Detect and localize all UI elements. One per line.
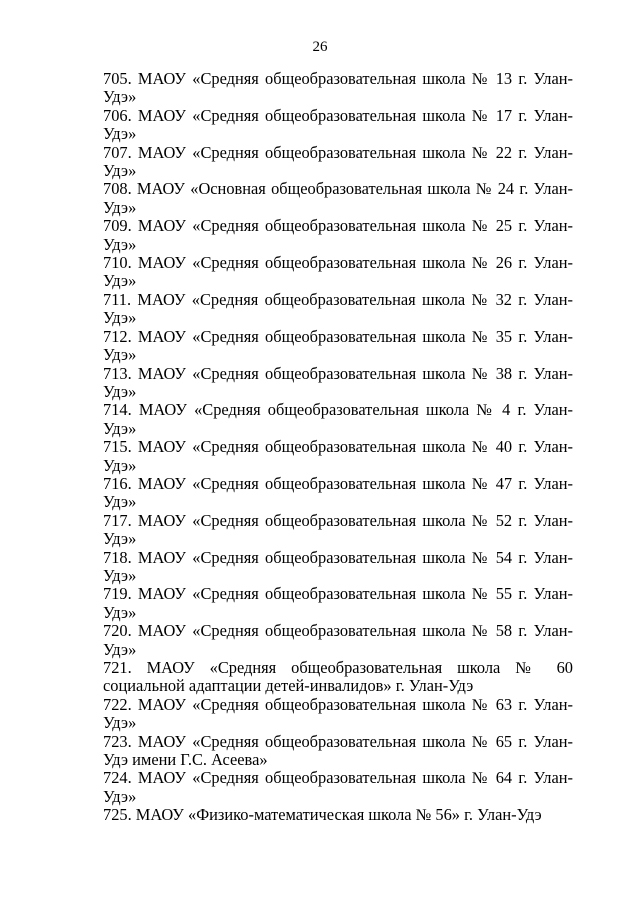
list-item-text: 705. МАОУ «Средняя общеобразовательная школа № 13 г. Улан-Удэ» — [103, 69, 573, 107]
list-item-text: 713. МАОУ «Средняя общеобразовательная школа № 38 г. Улан-Удэ» — [103, 363, 573, 401]
list-item — [103, 328, 573, 365]
list-item — [103, 438, 573, 475]
list-item — [103, 365, 573, 402]
list-item — [103, 475, 573, 512]
list-item-text: 712. МАОУ «Средняя общеобразовательная школа № 35 г. Улан-Удэ» — [103, 326, 573, 365]
list-item — [103, 512, 573, 549]
list-item-text: 711. МАОУ «Средняя общеобразовательная школа № 32 г. Улан-Удэ» — [103, 289, 573, 328]
list-item — [103, 70, 573, 107]
list-item-text: 724. МАОУ «Средняя общеобразовательная школа № 64 г. Улан-Удэ» — [103, 768, 573, 806]
list-item-text: 710. МАОУ «Средняя общеобразовательная школа № 26 г. Улан-Удэ» — [103, 253, 573, 291]
list-item — [103, 549, 573, 586]
list-item — [103, 696, 573, 733]
list-item — [103, 806, 573, 824]
list-item-text: 714. МАОУ «Средняя общеобразовательная школа № 4 г. Улан-Удэ» — [103, 400, 573, 438]
school-list — [103, 70, 573, 825]
list-item — [103, 107, 573, 144]
list-item-text: 719. МАОУ «Средняя общеобразовательная школа № 55 г. Улан-Удэ» — [103, 584, 573, 622]
list-item-text: 720. МАОУ «Средняя общеобразовательная школа № 58 г. Улан-Удэ» — [103, 621, 573, 659]
list-item-text: 706. МАОУ «Средняя общеобразовательная школа № 17 г. Улан-Удэ» — [103, 105, 573, 144]
list-item-text: 707. МАОУ «Средняя общеобразовательная школа № 22 г. Улан-Удэ» — [103, 142, 573, 181]
list-item-text: 709. МАОУ «Средняя общеобразовательная школа № 25 г. Улан-Удэ» — [103, 216, 573, 254]
list-item — [103, 291, 573, 328]
list-item — [103, 217, 573, 254]
list-item-text: 725. МАОУ «Физико-математическая школа № 56» г. Улан-Удэ — [103, 805, 542, 825]
list-item — [103, 180, 573, 217]
list-item-text: 722. МАОУ «Средняя общеобразовательная школа № 63 г. Улан-Удэ» — [103, 694, 573, 733]
list-item — [103, 769, 573, 806]
list-item-text: 708. МАОУ «Основная общеобразовательная школа № 24 г. Улан-Удэ» — [103, 179, 573, 217]
list-item — [103, 585, 573, 622]
list-item — [103, 622, 573, 659]
list-item — [103, 659, 573, 696]
list-item-text: 721. МАОУ «Средняя общеобразовательная школа № 60 социальной адаптации детей-инвалидов» г. Улан-Удэ — [103, 658, 573, 696]
list-item-text: 715. МАОУ «Средняя общеобразовательная школа № 40 г. Улан-Удэ» — [103, 437, 573, 475]
list-item-text: 717. МАОУ «Средняя общеобразовательная школа № 52 г. Улан-Удэ» — [103, 510, 573, 549]
list-item — [103, 144, 573, 181]
page-number: 26 — [312, 39, 328, 55]
list-item — [103, 733, 573, 770]
list-item-text: 723. МАОУ «Средняя общеобразовательная школа № 65 г. Улан-Удэ имени Г.С. Асеева» — [103, 731, 573, 770]
list-item-text: 718. МАОУ «Средняя общеобразовательная школа № 54 г. Улан-Удэ» — [103, 547, 573, 585]
list-item-text: 716. МАОУ «Средняя общеобразовательная школа № 47 г. Улан-Удэ» — [103, 473, 573, 512]
list-item — [103, 254, 573, 291]
list-item — [103, 401, 573, 438]
